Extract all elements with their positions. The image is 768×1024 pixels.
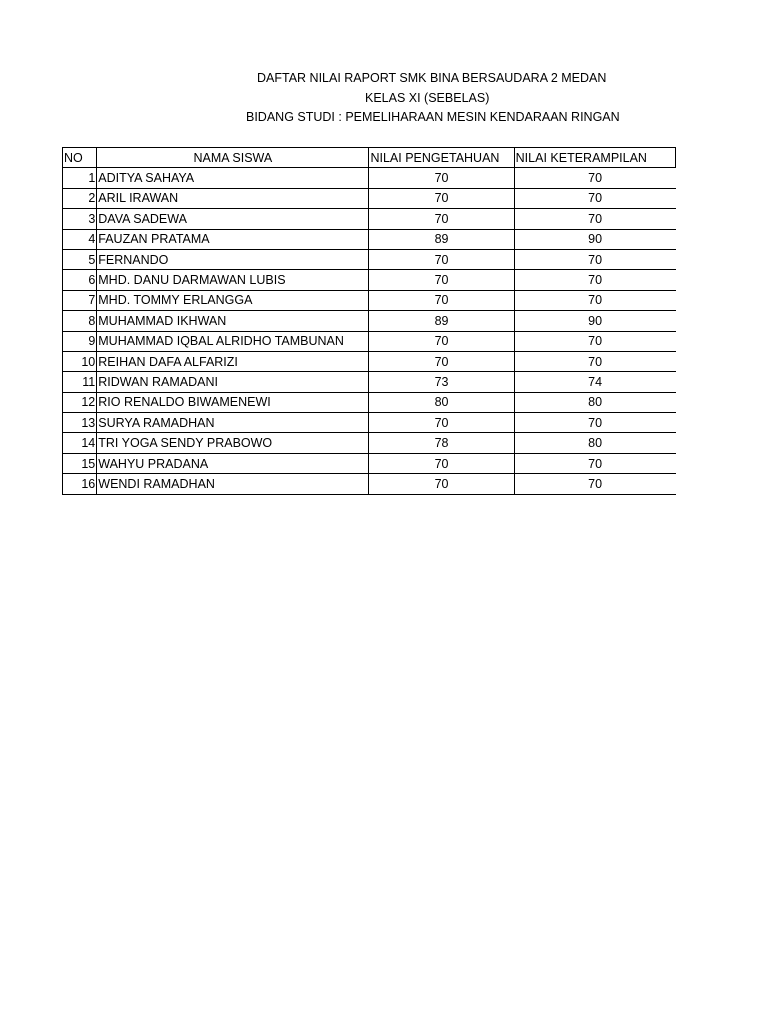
knowledge-score: 73 xyxy=(369,372,514,392)
row-number: 5 xyxy=(63,249,97,269)
knowledge-score: 70 xyxy=(369,188,514,208)
skill-score: 90 xyxy=(514,311,675,331)
knowledge-score: 89 xyxy=(369,311,514,331)
knowledge-score: 89 xyxy=(369,229,514,249)
skill-score: 90 xyxy=(514,229,675,249)
row-number: 10 xyxy=(63,351,97,371)
table-body xyxy=(63,168,676,494)
grades-table xyxy=(62,147,676,495)
knowledge-score: 70 xyxy=(369,209,514,229)
skill-score: 70 xyxy=(514,331,675,351)
knowledge-score: 70 xyxy=(369,168,514,188)
skill-score: 70 xyxy=(514,453,675,473)
student-name: MHD. TOMMY ERLANGGA xyxy=(97,290,369,310)
row-number: 15 xyxy=(63,453,97,473)
knowledge-score: 70 xyxy=(369,290,514,310)
row-number: 3 xyxy=(63,209,97,229)
header-name: NAMA SISWA xyxy=(97,148,369,168)
table-row xyxy=(63,209,676,229)
student-name: RIDWAN RAMADANI xyxy=(97,372,369,392)
skill-score: 80 xyxy=(514,433,675,453)
student-name: TRI YOGA SENDY PRABOWO xyxy=(97,433,369,453)
student-name: DAVA SADEWA xyxy=(97,209,369,229)
table-row xyxy=(63,249,676,269)
student-name: WENDI RAMADHAN xyxy=(97,474,369,494)
knowledge-score: 70 xyxy=(369,453,514,473)
student-name: ADITYA SAHAYA xyxy=(97,168,369,188)
knowledge-score: 70 xyxy=(369,351,514,371)
table-row xyxy=(63,311,676,331)
row-number: 6 xyxy=(63,270,97,290)
skill-score: 70 xyxy=(514,209,675,229)
knowledge-score: 70 xyxy=(369,331,514,351)
knowledge-score: 80 xyxy=(369,392,514,412)
student-name: REIHAN DAFA ALFARIZI xyxy=(97,351,369,371)
table-row xyxy=(63,351,676,371)
table-row xyxy=(63,188,676,208)
table-row xyxy=(63,270,676,290)
row-number: 13 xyxy=(63,413,97,433)
student-name: WAHYU PRADANA xyxy=(97,453,369,473)
table-row xyxy=(63,229,676,249)
header-knowledge-score: NILAI PENGETAHUAN xyxy=(369,148,514,168)
knowledge-score: 70 xyxy=(369,474,514,494)
knowledge-score: 70 xyxy=(369,413,514,433)
row-number: 14 xyxy=(63,433,97,453)
table-row xyxy=(63,413,676,433)
student-name: FAUZAN PRATAMA xyxy=(97,229,369,249)
student-name: FERNANDO xyxy=(97,249,369,269)
skill-score: 70 xyxy=(514,351,675,371)
skill-score: 70 xyxy=(514,474,675,494)
skill-score: 80 xyxy=(514,392,675,412)
skill-score: 70 xyxy=(514,249,675,269)
table-row xyxy=(63,331,676,351)
student-name: ARIL IRAWAN xyxy=(97,188,369,208)
skill-score: 70 xyxy=(514,168,675,188)
document-title: DAFTAR NILAI RAPORT SMK BINA BERSAUDARA 2 MEDAN xyxy=(257,71,607,85)
subject-label: BIDANG STUDI : PEMELIHARAAN MESIN KENDARAAN RINGAN xyxy=(246,110,620,124)
table-row xyxy=(63,290,676,310)
table-row xyxy=(63,392,676,412)
row-number: 16 xyxy=(63,474,97,494)
knowledge-score: 70 xyxy=(369,249,514,269)
header-no: NO xyxy=(63,148,97,168)
knowledge-score: 78 xyxy=(369,433,514,453)
table-row xyxy=(63,453,676,473)
student-name: MUHAMMAD IKHWAN xyxy=(97,311,369,331)
row-number: 11 xyxy=(63,372,97,392)
row-number: 1 xyxy=(63,168,97,188)
row-number: 8 xyxy=(63,311,97,331)
skill-score: 74 xyxy=(514,372,675,392)
row-number: 7 xyxy=(63,290,97,310)
header-skill-score: NILAI KETERAMPILAN xyxy=(514,148,675,168)
student-name: RIO RENALDO BIWAMENEWI xyxy=(97,392,369,412)
skill-score: 70 xyxy=(514,188,675,208)
table-row xyxy=(63,168,676,188)
skill-score: 70 xyxy=(514,290,675,310)
table-header-row xyxy=(63,148,676,168)
class-label: KELAS XI (SEBELAS) xyxy=(365,91,490,105)
skill-score: 70 xyxy=(514,413,675,433)
student-name: MUHAMMAD IQBAL ALRIDHO TAMBUNAN xyxy=(97,331,369,351)
row-number: 2 xyxy=(63,188,97,208)
row-number: 12 xyxy=(63,392,97,412)
table-row xyxy=(63,474,676,494)
student-name: MHD. DANU DARMAWAN LUBIS xyxy=(97,270,369,290)
student-name: SURYA RAMADHAN xyxy=(97,413,369,433)
knowledge-score: 70 xyxy=(369,270,514,290)
table-row xyxy=(63,372,676,392)
row-number: 9 xyxy=(63,331,97,351)
skill-score: 70 xyxy=(514,270,675,290)
table-row xyxy=(63,433,676,453)
row-number: 4 xyxy=(63,229,97,249)
